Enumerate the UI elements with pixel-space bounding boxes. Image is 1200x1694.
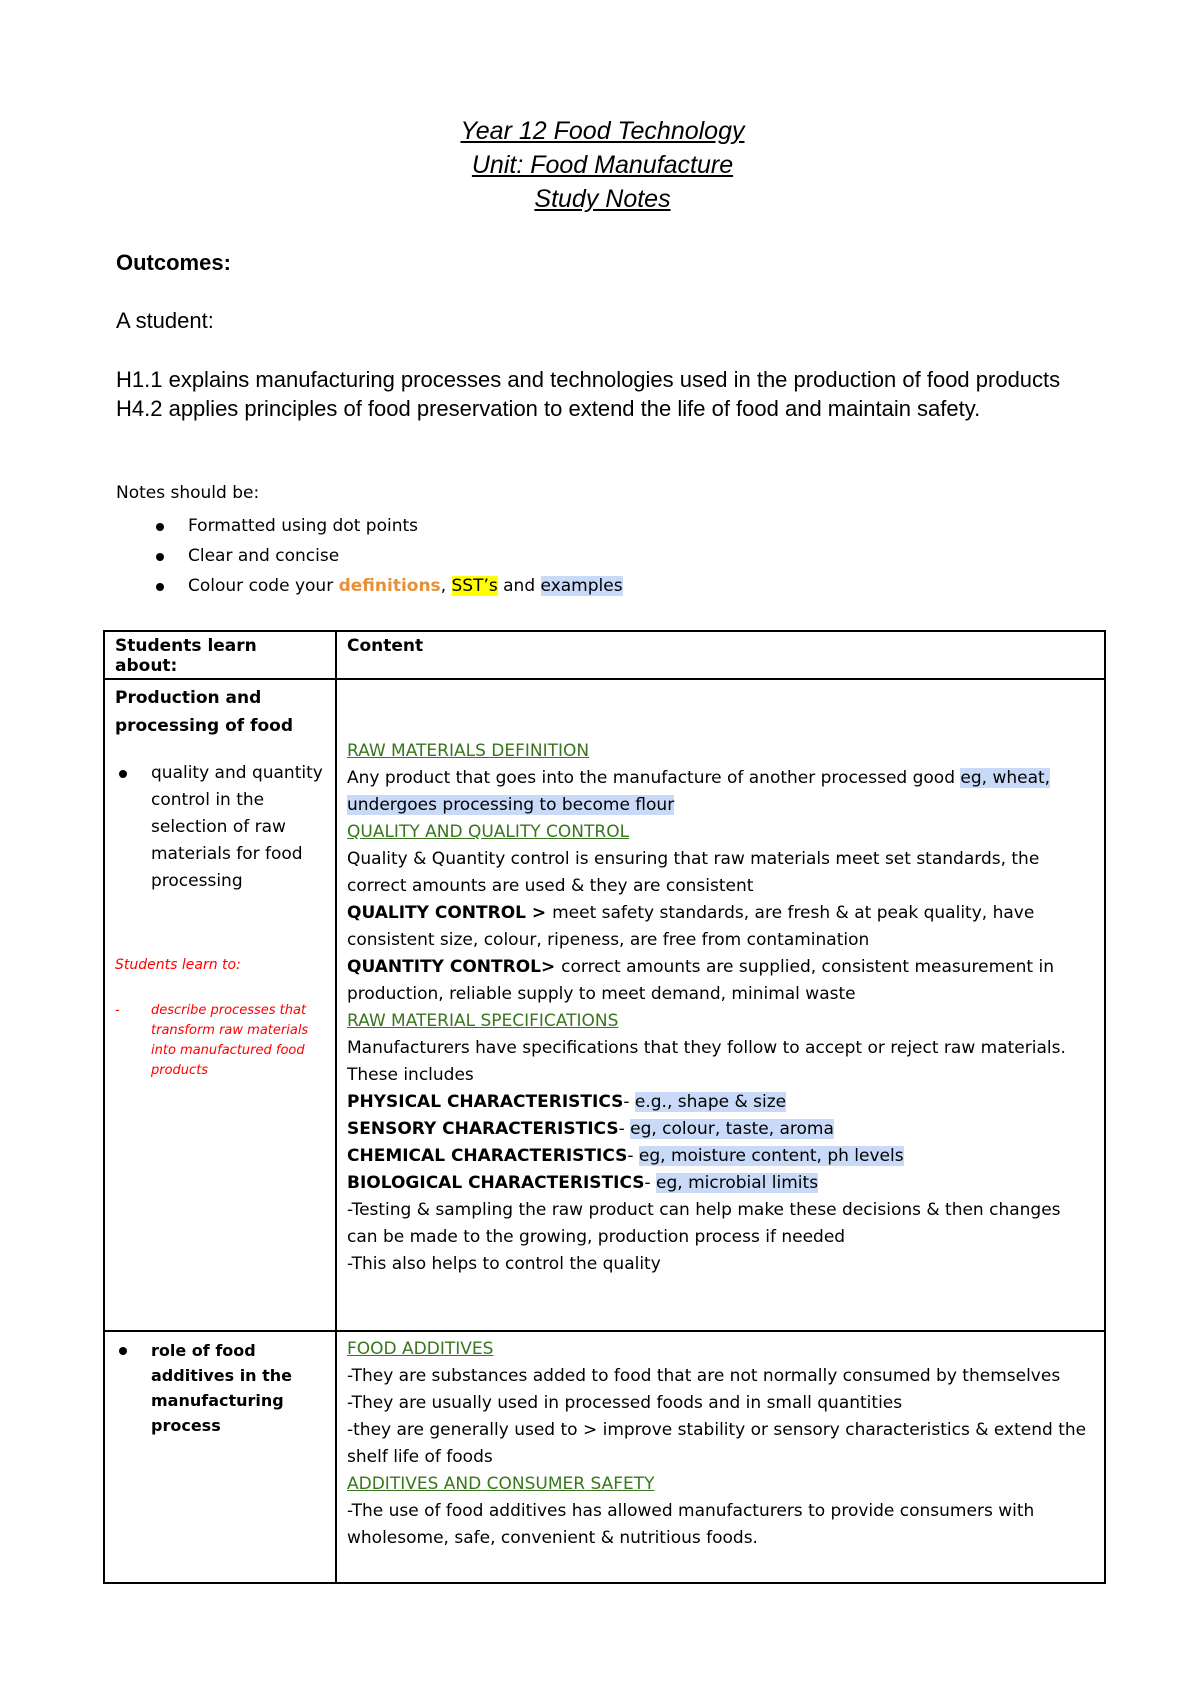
term-label: CHEMICAL CHARACTERISTICS xyxy=(347,1146,628,1166)
list-item-text: Formatted using dot points xyxy=(188,516,419,536)
students-learn-to-label: Students learn to: xyxy=(115,957,241,973)
header-content: Content xyxy=(336,631,1105,679)
term-text: correct amounts are supplied, consistent measurement in production, reliable supply to meet demand, minimal waste xyxy=(347,957,1054,1004)
notes-list xyxy=(116,511,623,601)
term-label: QUALITY CONTROL > xyxy=(347,903,553,923)
term-label: SENSORY CHARACTERISTICS xyxy=(347,1119,619,1139)
bullet-icon xyxy=(119,770,127,778)
outcomes-intro: A student: xyxy=(116,308,214,333)
topic-bullet-text: role of food additives in the manufacturing process xyxy=(151,1341,293,1435)
food-additives-heading: FOOD ADDITIVES xyxy=(347,1339,494,1359)
biological-characteristics xyxy=(347,1170,1094,1197)
bullet-icon xyxy=(156,583,164,591)
example-highlight: eg, moisture content, ph levels xyxy=(638,1146,904,1166)
quality-control-text: Quality & Quantity control is ensuring that raw materials meet set standards, the correct amounts are used & they are consistent xyxy=(347,849,1040,896)
term-text: meet safety standards, are fresh & at peak quality, have consistent size, colour, ripeness, are free from contamination xyxy=(347,903,1035,950)
example-highlight: eg, colour, taste, aroma xyxy=(630,1119,834,1139)
chemical-characteristics xyxy=(347,1143,1094,1170)
separator-text: - xyxy=(623,1092,635,1112)
title-line-unit: Unit: Food Manufacture xyxy=(471,151,734,179)
definitions-colour-key: definitions xyxy=(338,576,441,596)
bullet-icon xyxy=(119,1347,127,1355)
raw-materials-heading: RAW MATERIALS DEFINITION xyxy=(347,741,590,761)
separator-text: - xyxy=(627,1146,639,1166)
separator-text: , xyxy=(440,576,452,596)
quality-control-note: -This also helps to control the quality xyxy=(347,1254,661,1274)
notes-heading: Notes should be: xyxy=(116,483,260,503)
food-additives-line: -They are usually used in processed foods and in small quantities xyxy=(347,1393,903,1413)
outcomes-heading: Outcomes: xyxy=(116,250,231,275)
list-item xyxy=(116,511,623,541)
raw-materials-text xyxy=(347,765,1094,819)
bullet-icon xyxy=(156,553,164,561)
quantity-control-point xyxy=(347,954,1094,1008)
topic-bullet xyxy=(115,760,325,895)
food-additives-line: -they are generally used to > improve stability or sensory characteristics & extend the shelf life of foods xyxy=(347,1420,1087,1467)
header-students-learn-about: Students learn about: xyxy=(104,631,336,679)
topic-bullet xyxy=(115,1338,325,1438)
example-highlight: eg, wheat, undergoes processing to become flour xyxy=(347,768,1051,815)
study-notes-table xyxy=(103,630,1106,1584)
term-label: QUANTITY CONTROL> xyxy=(347,957,562,977)
sensory-characteristics xyxy=(347,1116,1094,1143)
list-item-text: Colour code your xyxy=(188,576,339,596)
topic-bullet-text: quality and quantity control in the selection of raw materials for food processing xyxy=(151,763,323,891)
table-row xyxy=(104,1331,1105,1583)
row-topic-cell xyxy=(104,1331,336,1583)
list-item xyxy=(116,571,623,601)
sst-colour-key: SST’s xyxy=(451,576,498,596)
list-item-text: Clear and concise xyxy=(188,546,340,566)
separator-text: and xyxy=(497,576,541,596)
row-content-cell xyxy=(336,679,1105,1331)
specifications-text: Manufacturers have specifications that they follow to accept or reject raw materials. These includes xyxy=(347,1038,1066,1085)
consumer-safety-heading: ADDITIVES AND CONSUMER SAFETY xyxy=(347,1474,655,1494)
title-line-study-notes: Study Notes xyxy=(534,185,671,213)
definition-text: Any product that goes into the manufacture of another processed good xyxy=(347,768,961,788)
table-header-row xyxy=(104,631,1105,679)
term-label: PHYSICAL CHARACTERISTICS xyxy=(347,1092,624,1112)
outcome-list xyxy=(116,365,1096,423)
term-label: BIOLOGICAL CHARACTERISTICS xyxy=(347,1173,645,1193)
example-highlight: e.g., shape & size xyxy=(634,1092,787,1112)
outcome-h4-2: H4.2 applies principles of food preservation to extend the life of food and maintain safety. xyxy=(116,396,981,421)
example-highlight: eg, microbial limits xyxy=(656,1173,819,1193)
food-additives-line: -They are substances added to food that are not normally consumed by themselves xyxy=(347,1366,1061,1386)
specifications-heading: RAW MATERIAL SPECIFICATIONS xyxy=(347,1011,619,1031)
notes-instructions xyxy=(116,483,623,601)
row-content-cell xyxy=(336,1331,1105,1583)
examples-colour-key: examples xyxy=(540,576,623,596)
row-topic-cell xyxy=(104,679,336,1331)
list-item xyxy=(116,541,623,571)
title-line-course: Year 12 Food Technology xyxy=(460,117,745,145)
dash-bullet: - xyxy=(115,1003,120,1018)
bullet-icon xyxy=(156,523,164,531)
quality-control-heading: QUALITY AND QUALITY CONTROL xyxy=(347,822,630,842)
consumer-safety-text: -The use of food additives has allowed manufacturers to provide consumers with wholesome, safe, convenient & nutritious foods. xyxy=(347,1501,1035,1548)
learn-to-text: describe processes that transform raw materials into manufactured food products xyxy=(151,1003,309,1078)
separator-text: - xyxy=(618,1119,631,1139)
physical-characteristics xyxy=(347,1089,1094,1116)
section-title: Production and processing of food xyxy=(115,688,294,736)
separator-text: - xyxy=(644,1173,657,1193)
spacer xyxy=(347,684,1094,738)
outcome-h1-1: H1.1 explains manufacturing processes and technologies used in the production of food products xyxy=(116,367,1061,392)
testing-sampling-note: -Testing & sampling the raw product can help make these decisions & then changes can be made to the growing, production process if needed xyxy=(347,1200,1061,1247)
quality-control-point xyxy=(347,900,1094,954)
document-title xyxy=(0,114,1200,216)
table-row xyxy=(104,679,1105,1331)
learn-to-item xyxy=(115,1001,325,1081)
